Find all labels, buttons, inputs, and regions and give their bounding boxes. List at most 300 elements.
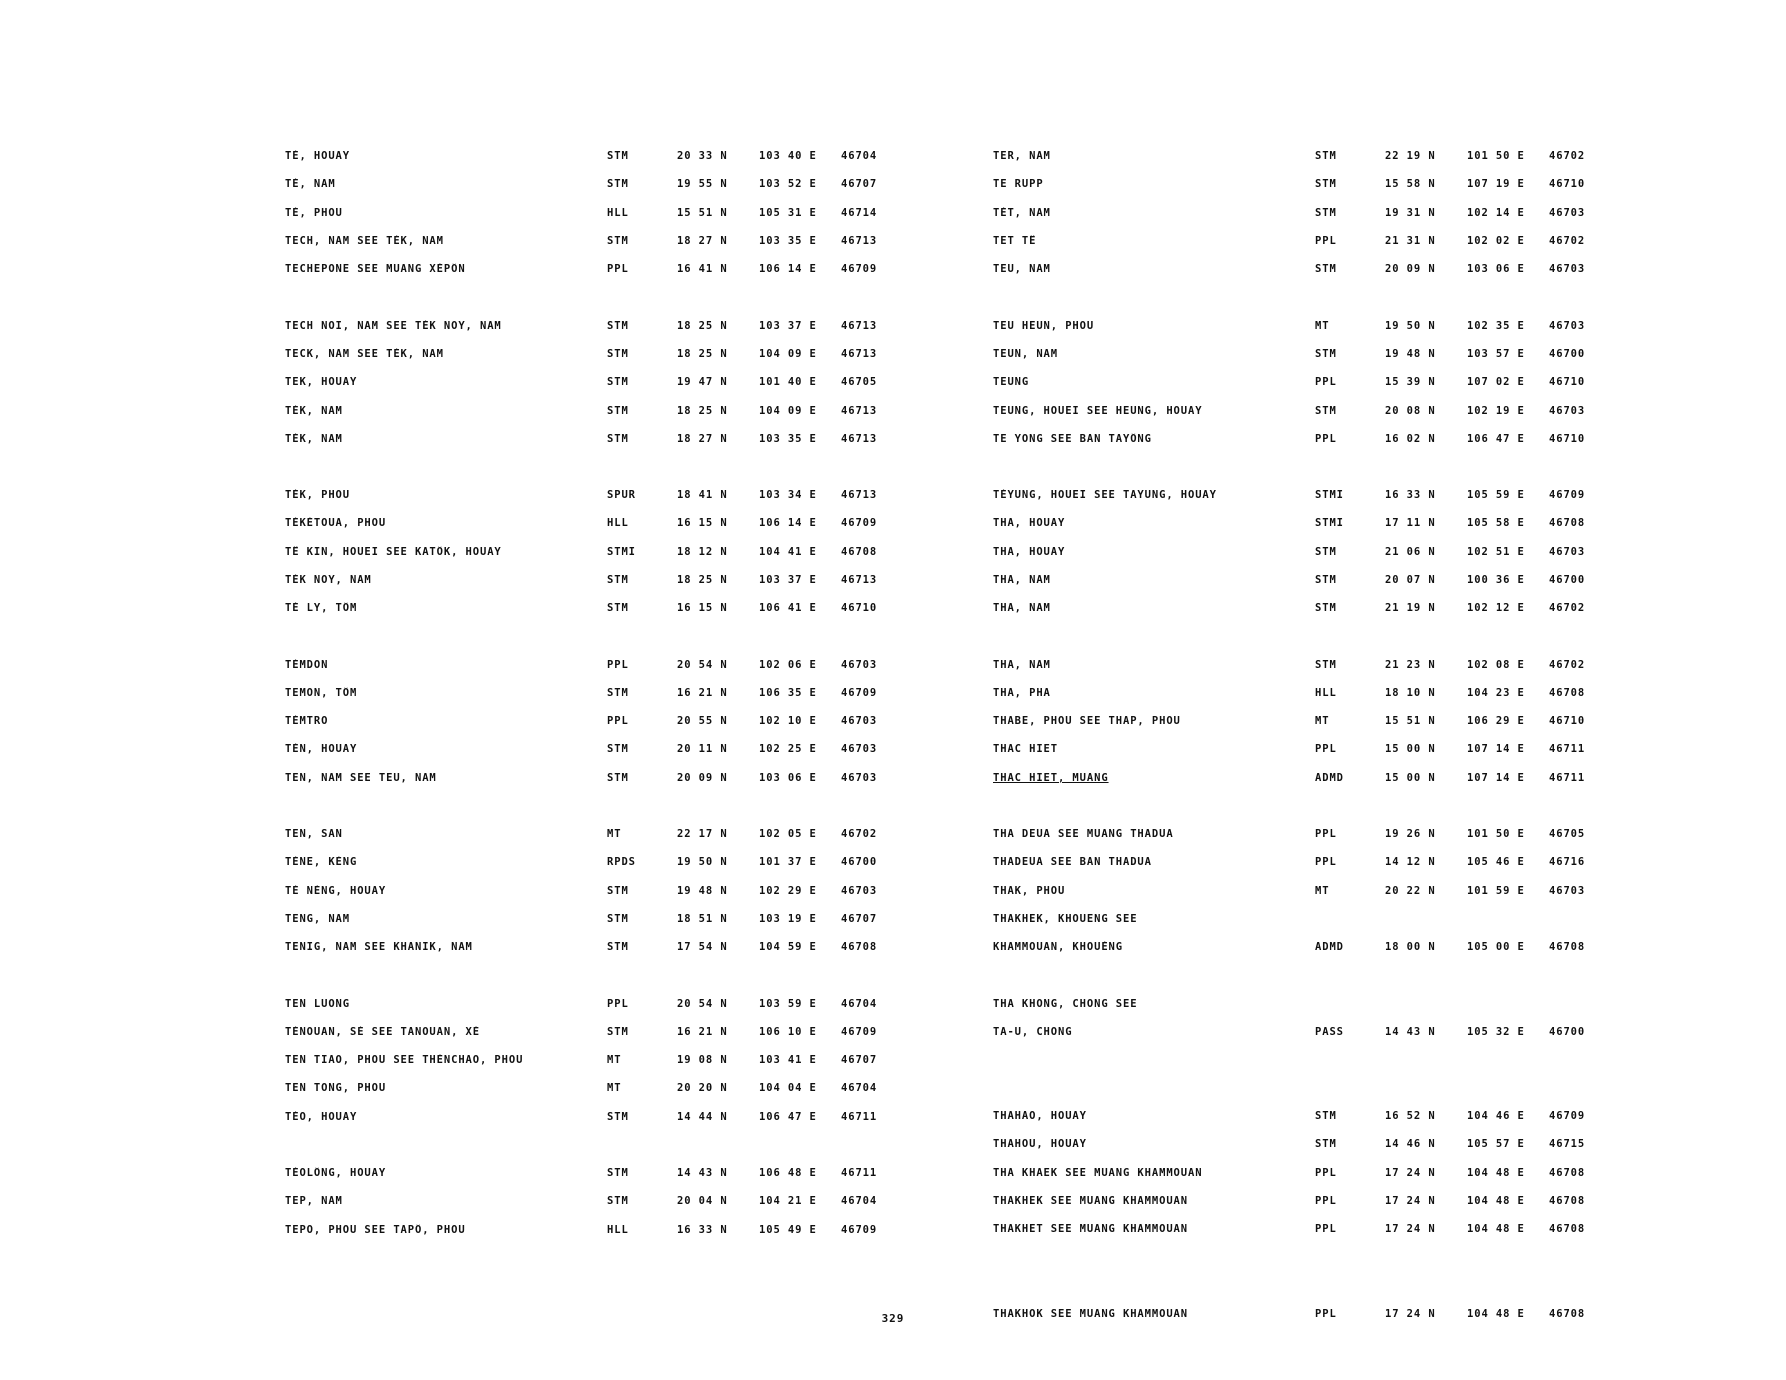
entry-name: TÉ, PHOU [285, 206, 343, 219]
entry-code: 46703 [841, 884, 878, 897]
entry-lat: 16 33 N [677, 1223, 728, 1236]
entry-name: TENG, NAM [285, 912, 350, 925]
entry-code: 46708 [1549, 1166, 1586, 1179]
entry-type: ADMD [1315, 771, 1344, 784]
entry-lon: 101 37 E [759, 856, 817, 869]
entry-name: TECHEPONE SEE MUANG XÉPÔN [285, 263, 466, 276]
gazetteer-entry [993, 848, 1619, 876]
gazetteer-entry [993, 255, 1619, 283]
entry-lon: 103 37 E [759, 319, 817, 332]
entry-lon: 101 59 E [1467, 884, 1525, 897]
gazetteer-entry [993, 679, 1619, 707]
entry-lon: 103 41 E [759, 1054, 817, 1067]
entry-type: STM [607, 319, 629, 332]
gazetteer-entry [285, 1018, 911, 1046]
entry-lat: 16 52 N [1385, 1110, 1436, 1123]
entry-code: 46709 [841, 1025, 878, 1038]
entry-lat: 18 27 N [677, 235, 728, 248]
gazetteer-entry [285, 989, 911, 1017]
entry-code: 46700 [841, 856, 878, 869]
entry-code: 46711 [1549, 771, 1586, 784]
gazetteer-entry [285, 933, 911, 961]
entry-lon: 103 40 E [759, 150, 817, 163]
gazetteer-entry [993, 989, 1619, 1017]
entry-group [993, 1102, 1619, 1243]
entry-name: TEN LUONG [285, 997, 350, 1010]
entry-lon: 105 49 E [759, 1223, 817, 1236]
entry-lon: 101 50 E [1467, 150, 1525, 163]
entry-code: 46704 [841, 997, 878, 1010]
entry-name: TÉKÉTOUA, PHOU [285, 517, 387, 530]
entry-lon: 105 00 E [1467, 941, 1525, 954]
gazetteer-entry [993, 340, 1619, 368]
entry-type: STM [607, 941, 629, 954]
entry-lat: 17 24 N [1385, 1223, 1436, 1236]
entry-name: THA KHAEK SEE MUANG KHAMMOUAN [993, 1166, 1203, 1179]
gazetteer-entry [993, 1018, 1619, 1046]
entry-type: PPL [1315, 1223, 1337, 1236]
entry-type: PPL [607, 658, 629, 671]
entry-lat: 20 09 N [1385, 263, 1436, 276]
entry-lat: 18 27 N [677, 432, 728, 445]
entry-type: STM [1315, 1110, 1337, 1123]
entry-code: 46713 [841, 347, 878, 360]
entry-lat: 18 25 N [677, 319, 728, 332]
gazetteer-entry [285, 396, 911, 424]
entry-type: MT [607, 828, 622, 841]
entry-name: THA, NAM [993, 602, 1051, 615]
entry-type: RPDS [607, 856, 636, 869]
entry-lat: 19 55 N [677, 178, 728, 191]
entry-lon: 102 12 E [1467, 602, 1525, 615]
gazetteer-entry [285, 820, 911, 848]
entry-code: 46708 [841, 545, 878, 558]
entry-code: 46703 [841, 715, 878, 728]
entry-lat: 15 00 N [1385, 743, 1436, 756]
gazetteer-entry [993, 142, 1619, 170]
entry-lon: 106 47 E [1467, 432, 1525, 445]
entry-lon: 102 25 E [759, 743, 817, 756]
entry-lon: 103 52 E [759, 178, 817, 191]
entry-code: 46710 [841, 602, 878, 615]
entry-type: HLL [607, 517, 629, 530]
entry-type: STM [607, 686, 629, 699]
gazetteer-entry [993, 481, 1619, 509]
gazetteer-entry [285, 1074, 911, 1102]
entry-group [285, 1159, 911, 1244]
entry-lat: 18 00 N [1385, 941, 1436, 954]
entry-lat: 20 33 N [677, 150, 728, 163]
entry-type: STM [607, 347, 629, 360]
entry-lat: 20 54 N [677, 997, 728, 1010]
entry-code: 46704 [841, 150, 878, 163]
entry-lat: 16 33 N [1385, 489, 1436, 502]
entry-name: THADEUA SEE BAN THADUA [993, 856, 1152, 869]
entry-lat: 20 54 N [677, 658, 728, 671]
entry-group [285, 481, 911, 622]
entry-code: 46710 [1549, 432, 1586, 445]
gazetteer-entry [993, 509, 1619, 537]
entry-type: HLL [1315, 686, 1337, 699]
entry-name: THA, PHA [993, 686, 1051, 699]
entry-name: THAKHEK, KHOUENG SEE [993, 912, 1138, 925]
entry-code: 46702 [1549, 658, 1586, 671]
entry-code: 46703 [1549, 206, 1586, 219]
entry-type: SPUR [607, 489, 636, 502]
entry-lon: 102 51 E [1467, 545, 1525, 558]
gazetteer-entry [993, 396, 1619, 424]
entry-lat: 18 10 N [1385, 686, 1436, 699]
entry-group [993, 820, 1619, 961]
gazetteer-entry [285, 340, 911, 368]
entry-name: TÈ NÈNG, HOUAY [285, 884, 387, 897]
entry-group [993, 481, 1619, 622]
entry-lon: 107 19 E [1467, 178, 1525, 191]
entry-name: TECH, NAM SEE TÉK, NAM [285, 235, 444, 248]
entry-name: THABE, PHOU SEE THAP, PHOU [993, 715, 1181, 728]
gazetteer-entry [993, 170, 1619, 198]
entry-name: TÉOLÔNG, HOUAY [285, 1167, 387, 1180]
gazetteer-entry [285, 1187, 911, 1215]
entry-code: 46711 [841, 1167, 878, 1180]
entry-name: TA-U, CHONG [993, 1025, 1073, 1038]
entry-lon: 105 32 E [1467, 1025, 1525, 1038]
entry-code: 46708 [841, 941, 878, 954]
entry-name: TEMON, TÔM [285, 686, 358, 699]
entry-code: 46711 [1549, 743, 1586, 756]
entry-lat: 20 07 N [1385, 574, 1436, 586]
gazetteer-entry [285, 509, 911, 537]
entry-code: 46709 [841, 686, 878, 699]
entry-type: MT [1315, 715, 1330, 728]
entry-name: TEN TONG, PHOU [285, 1082, 387, 1095]
entry-code: 46703 [1549, 404, 1586, 417]
entry-name: THAC HIET, MUANG [993, 771, 1109, 784]
entry-lon: 103 19 E [759, 912, 817, 925]
entry-type: STM [1315, 574, 1337, 586]
entry-lat: 22 19 N [1385, 150, 1436, 163]
entry-code: 46714 [841, 206, 878, 219]
entry-lat: 17 24 N [1385, 1166, 1436, 1179]
entry-type: STMI [607, 545, 636, 558]
entry-lon: 100 36 E [1467, 574, 1525, 586]
entry-lat: 18 12 N [677, 545, 728, 558]
entry-code: 46710 [1549, 715, 1586, 728]
entry-name: TÉK, NAM [285, 432, 343, 445]
entry-lat: 15 51 N [677, 206, 728, 219]
entry-name: TÉMDON [285, 658, 329, 671]
entry-lat: 18 41 N [677, 489, 728, 502]
entry-name: TÊ KIN, HOUEI SEE KATÔK, HOUAY [285, 545, 502, 558]
entry-lon: 107 02 E [1467, 376, 1525, 389]
entry-group [993, 142, 1619, 283]
entry-lon: 105 46 E [1467, 856, 1525, 869]
entry-lat: 16 21 N [677, 686, 728, 699]
entry-lon: 104 09 E [759, 404, 817, 417]
entry-code: 46703 [841, 658, 878, 671]
entry-lon: 105 58 E [1467, 517, 1525, 530]
gazetteer-entry [285, 905, 911, 933]
entry-lon: 102 29 E [759, 884, 817, 897]
entry-lon: 106 10 E [759, 1025, 817, 1038]
gazetteer-entry [285, 650, 911, 678]
entry-name: KHAMMOUAN, KHOUÈNG [993, 941, 1123, 954]
entry-lon: 102 05 E [759, 828, 817, 841]
gazetteer-entry [993, 1187, 1619, 1215]
gazetteer-entry [993, 905, 1619, 933]
entry-name: TEN, SAN [285, 828, 343, 841]
entry-lon: 106 35 E [759, 686, 817, 699]
entry-type: STM [607, 743, 629, 756]
entry-lon: 106 14 E [759, 263, 817, 276]
entry-name: TE YONG SEE BAN TAYÔNG [993, 432, 1152, 445]
entry-code: 46709 [841, 517, 878, 530]
entry-name: THAKHOK SEE MUANG KHAMMOUAN [993, 1307, 1188, 1320]
entry-type: STM [607, 884, 629, 897]
entry-lat: 17 24 N [1385, 1307, 1436, 1320]
entry-name: TÉO, HOUAY [285, 1110, 358, 1123]
entry-code: 46708 [1549, 517, 1586, 530]
entry-code: 46713 [841, 319, 878, 332]
gazetteer-entry [285, 142, 911, 170]
entry-name: TÉNOUAN, SÉ SEE TANOUAN, XÉ [285, 1025, 480, 1038]
entry-lon: 101 50 E [1467, 828, 1525, 841]
entry-name: TÈNE, KÈNG [285, 856, 358, 869]
gazetteer-entry [285, 1216, 911, 1244]
entry-group [993, 650, 1619, 791]
entry-lat: 20 04 N [677, 1195, 728, 1208]
entry-lat: 15 51 N [1385, 715, 1436, 728]
entry-lon: 103 34 E [759, 489, 817, 502]
entry-lat: 21 31 N [1385, 235, 1436, 248]
entry-lon: 104 04 E [759, 1082, 817, 1095]
gazetteer-entry [993, 707, 1619, 735]
entry-name: TEU, NAM [993, 263, 1051, 276]
gazetteer-entry [993, 1130, 1619, 1158]
entry-lon: 105 31 E [759, 206, 817, 219]
gazetteer-entry [993, 933, 1619, 961]
left-gazetteer-column [285, 142, 911, 1272]
entry-code: 46702 [1549, 235, 1586, 248]
entry-type: STM [607, 602, 629, 615]
entry-name: TET TÊ [993, 235, 1037, 248]
entry-name: THAKHET SEE MUANG KHAMMOUAN [993, 1223, 1188, 1236]
entry-lat: 19 08 N [677, 1054, 728, 1067]
entry-name: TECK, NAM SEE TÉK, NAM [285, 347, 444, 360]
entry-code: 46710 [1549, 376, 1586, 389]
gazetteer-entry [993, 566, 1619, 594]
entry-name: THA, NAM [993, 658, 1051, 671]
entry-type: STM [607, 1110, 629, 1123]
entry-code: 46709 [1549, 1110, 1586, 1123]
gazetteer-entry [993, 1102, 1619, 1130]
entry-type: PPL [1315, 1307, 1337, 1320]
entry-lat: 16 15 N [677, 602, 728, 615]
entry-name: TEN TIAO, PHOU SEE THÈNCHAO, PHOU [285, 1054, 524, 1067]
entry-lon: 103 57 E [1467, 347, 1525, 360]
entry-type: PPL [1315, 1166, 1337, 1179]
entry-type: PPL [607, 997, 629, 1010]
entry-name: TEK, HOUAY [285, 376, 358, 389]
gazetteer-entry [285, 764, 911, 792]
entry-code: 46702 [1549, 602, 1586, 615]
entry-code: 46710 [1549, 178, 1586, 191]
entry-lat: 15 00 N [1385, 771, 1436, 784]
entry-type: STM [607, 178, 629, 191]
entry-lon: 104 48 E [1467, 1223, 1525, 1236]
entry-lat: 17 11 N [1385, 517, 1436, 530]
entry-code: 46703 [1549, 545, 1586, 558]
entry-lon: 103 06 E [1467, 263, 1525, 276]
entry-lat: 19 48 N [677, 884, 728, 897]
entry-code: 46704 [841, 1195, 878, 1208]
page-number: 329 [881, 1312, 905, 1325]
entry-lat: 18 25 N [677, 574, 728, 586]
entry-name: THAHOU, HOUAY [993, 1138, 1087, 1151]
entry-lat: 20 55 N [677, 715, 728, 728]
entry-type: STM [607, 1025, 629, 1038]
entry-lon: 106 47 E [759, 1110, 817, 1123]
gazetteer-entry [285, 311, 911, 339]
entry-name: TÉK, NAM [285, 404, 343, 417]
entry-name: TÉ LY, TÔM [285, 602, 358, 615]
gazetteer-entry [993, 764, 1619, 792]
gazetteer-entry [285, 425, 911, 453]
entry-lat: 16 21 N [677, 1025, 728, 1038]
entry-type: MT [607, 1054, 622, 1067]
entry-lat: 19 31 N [1385, 206, 1436, 219]
gazetteer-entry [993, 1215, 1619, 1243]
entry-type: PASS [1315, 1025, 1344, 1038]
entry-lat: 21 23 N [1385, 658, 1436, 671]
entry-lat: 18 51 N [677, 912, 728, 925]
entry-type: STM [607, 771, 629, 784]
gazetteer-entry [993, 425, 1619, 453]
entry-lat: 18 25 N [677, 347, 728, 360]
entry-lon: 103 59 E [759, 997, 817, 1010]
entry-code: 46705 [841, 376, 878, 389]
entry-lat: 21 19 N [1385, 602, 1436, 615]
entry-group [285, 989, 911, 1130]
gazetteer-entry [285, 679, 911, 707]
entry-type: STM [1315, 1138, 1337, 1151]
entry-lat: 16 41 N [677, 263, 728, 276]
entry-lat: 17 24 N [1385, 1195, 1436, 1208]
gazetteer-entry [285, 735, 911, 763]
gazetteer-entry [993, 1159, 1619, 1187]
entry-lat: 20 09 N [677, 771, 728, 784]
entry-lon: 102 02 E [1467, 235, 1525, 248]
entry-code: 46713 [841, 574, 878, 586]
entry-lat: 21 06 N [1385, 545, 1436, 558]
entry-type: STM [607, 1195, 629, 1208]
gazetteer-entry [285, 1046, 911, 1074]
entry-name: THAK, PHOU [993, 884, 1066, 897]
entry-type: STM [1315, 263, 1337, 276]
entry-code: 46711 [841, 1110, 878, 1123]
entry-lon: 103 37 E [759, 574, 817, 586]
entry-type: ADMD [1315, 941, 1344, 954]
entry-name: TEPO, PHOU SEE TAPÔ, PHOU [285, 1223, 466, 1236]
entry-code: 46700 [1549, 347, 1586, 360]
gazetteer-entry [993, 877, 1619, 905]
entry-lat: 19 50 N [1385, 319, 1436, 332]
entry-name: TER, NAM [993, 150, 1051, 163]
entry-type: PPL [1315, 743, 1337, 756]
entry-lat: 14 43 N [1385, 1025, 1436, 1038]
entry-type: STM [607, 1167, 629, 1180]
entry-code: 46703 [1549, 319, 1586, 332]
gazetteer-entry [285, 227, 911, 255]
entry-type: PPL [1315, 828, 1337, 841]
entry-type: STM [1315, 658, 1337, 671]
entry-lon: 103 35 E [759, 235, 817, 248]
entry-lat: 16 15 N [677, 517, 728, 530]
gazetteer-entry [285, 848, 911, 876]
entry-lon: 104 41 E [759, 545, 817, 558]
entry-code: 46708 [1549, 941, 1586, 954]
entry-name: TEP, NAM [285, 1195, 343, 1208]
entry-lat: 14 12 N [1385, 856, 1436, 869]
entry-code: 46702 [1549, 150, 1586, 163]
entry-lat: 14 46 N [1385, 1138, 1436, 1151]
entry-code: 46713 [841, 432, 878, 445]
gazetteer-entry [285, 566, 911, 594]
entry-type: STM [1315, 206, 1337, 219]
entry-code: 46715 [1549, 1138, 1586, 1151]
entry-name: THAHAO, HOUAY [993, 1110, 1087, 1123]
entry-name: THAKHEK SEE MUANG KHAMMOUAN [993, 1195, 1188, 1208]
entry-lon: 102 19 E [1467, 404, 1525, 417]
entry-lat: 19 47 N [677, 376, 728, 389]
entry-lat: 14 44 N [677, 1110, 728, 1123]
entry-type: STM [1315, 178, 1337, 191]
entry-lon: 104 48 E [1467, 1195, 1525, 1208]
entry-lat: 15 58 N [1385, 178, 1436, 191]
entry-lat: 20 08 N [1385, 404, 1436, 417]
entry-lon: 102 08 E [1467, 658, 1525, 671]
entry-lat: 19 50 N [677, 856, 728, 869]
entry-code: 46705 [1549, 828, 1586, 841]
entry-type: STMI [1315, 517, 1344, 530]
entry-code: 46708 [1549, 686, 1586, 699]
entry-type: PPL [607, 263, 629, 276]
entry-type: STMI [1315, 489, 1344, 502]
entry-type: PPL [1315, 376, 1337, 389]
entry-type: STM [607, 912, 629, 925]
entry-code: 46713 [841, 235, 878, 248]
entry-name: TE RUPP [993, 178, 1044, 191]
entry-lon: 104 59 E [759, 941, 817, 954]
gazetteer-entry [285, 538, 911, 566]
entry-name: TEUNG [993, 376, 1030, 389]
entry-type: HLL [607, 206, 629, 219]
entry-name: TÉMTRO [285, 715, 329, 728]
entry-lon: 102 10 E [759, 715, 817, 728]
entry-name: TEN, NAM SEE TEU, NAM [285, 771, 437, 784]
entry-group [285, 142, 911, 283]
gazetteer-entry [993, 311, 1619, 339]
entry-lon: 102 35 E [1467, 319, 1525, 332]
gazetteer-entry [285, 255, 911, 283]
gazetteer-entry [285, 199, 911, 227]
entry-name: TÈN, HOUAY [285, 743, 358, 756]
entry-lon: 102 14 E [1467, 206, 1525, 219]
entry-group [285, 650, 911, 791]
entry-type: MT [607, 1082, 622, 1095]
gazetteer-entry [285, 1159, 911, 1187]
entry-lat: 20 11 N [677, 743, 728, 756]
